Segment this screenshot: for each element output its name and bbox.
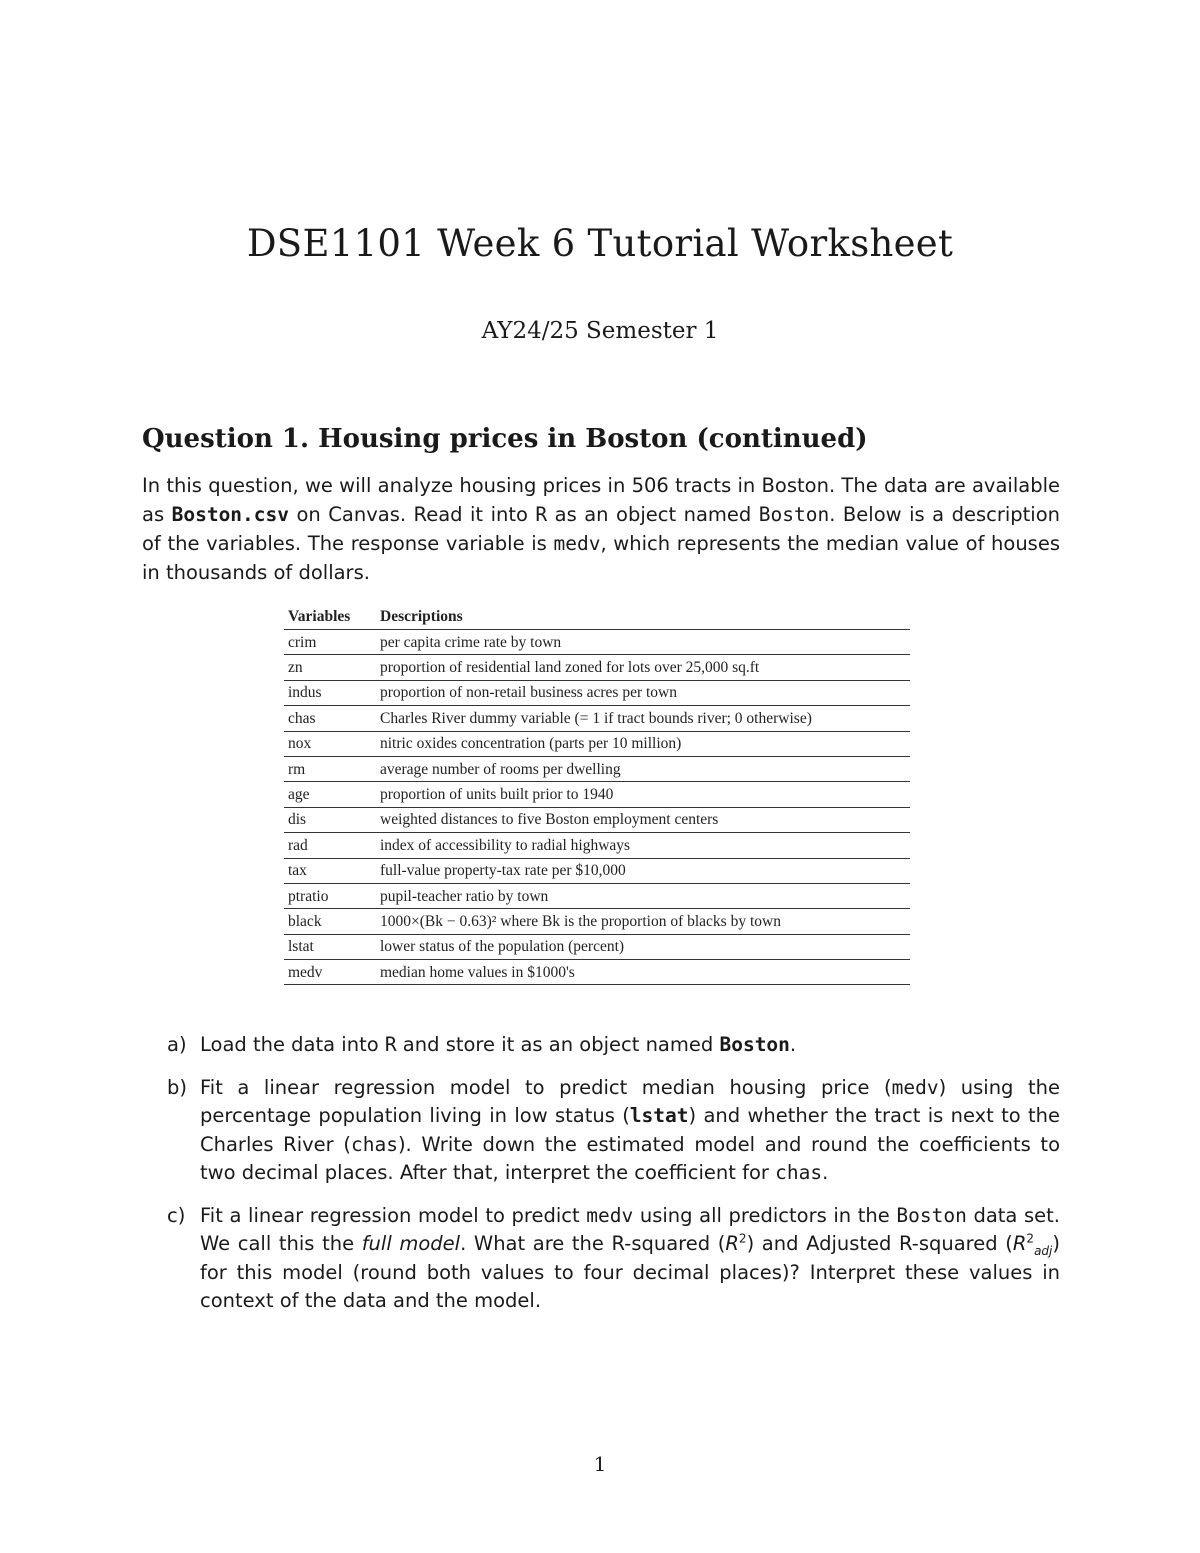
table-cell-variable: black [284, 909, 376, 934]
part-c-full-model: full model [361, 1232, 461, 1255]
question-part-a [142, 1031, 1060, 1060]
table-row [284, 883, 910, 908]
table-cell-description: Charles River dummy variable (= 1 if tract bounds river; 0 otherwise) [376, 706, 910, 731]
table-row [284, 960, 910, 985]
question-parts-list [142, 1031, 1060, 1330]
table-cell-variable: rm [284, 756, 376, 781]
part-c-radj-sub: adj [1034, 1243, 1053, 1258]
part-marker: b) [167, 1075, 187, 1099]
intro-text-5: , which represents the median value of houses in thousands of dollars. [142, 532, 1060, 584]
table-cell-description: pupil-teacher ratio by town [376, 883, 910, 908]
part-b-var-lstat: lstat [629, 1104, 689, 1127]
part-b-var-chas-2: chas [775, 1161, 823, 1184]
question-heading: Question 1. Housing prices in Boston (continued) [142, 424, 868, 454]
part-a-r: R [384, 1033, 397, 1056]
page-title: DSE1101 Week 6 Tutorial Worksheet [246, 222, 954, 265]
table-cell-description: full-value property-tax rate per $10,000 [376, 858, 910, 883]
table-cell-description: weighted distances to five Boston employment centers [376, 807, 910, 832]
part-c-radj: R [1012, 1232, 1027, 1255]
table-cell-variable: age [284, 782, 376, 807]
table-row [284, 706, 910, 731]
intro-text-4: . Below is a description of the variables. The response variable is [142, 503, 1060, 555]
part-b-text-2: ) using the percentage population living in low status ( [200, 1075, 1060, 1127]
intro-text-3: as an object named [547, 503, 759, 526]
intro-filename: Boston.csv [171, 503, 290, 526]
intro-object: Boston [758, 503, 830, 526]
part-a-text-1: Load the data into [200, 1033, 385, 1056]
part-c-text-5: ) and Adjusted R-squared ( [746, 1232, 1013, 1255]
table-cell-variable: chas [284, 706, 376, 731]
table-cell-description: 1000×(Bk − 0.63)² where Bk is the proportion of blacks by town [376, 909, 910, 934]
part-c-r2: R [725, 1232, 739, 1255]
part-a-text-3: . [789, 1033, 797, 1056]
question-part-b [142, 1074, 1060, 1188]
table-cell-variable: crim [284, 630, 376, 655]
table-row [284, 807, 910, 832]
part-c-text-3: data set. We call this the [200, 1203, 1060, 1255]
part-a-text-2: and store it as an object named [396, 1033, 720, 1056]
table-cell-description: proportion of residential land zoned for lots over 25,000 sq.ft [376, 655, 910, 680]
intro-r: R [535, 503, 548, 526]
table-cell-description: index of accessibility to radial highways [376, 833, 910, 858]
part-c-radj-sup: 2 [1026, 1231, 1035, 1246]
part-c-text-2: using all predictors in the [633, 1203, 897, 1227]
part-b-text-5: . [822, 1161, 829, 1184]
table-cell-variable: indus [284, 680, 376, 705]
intro-response: medv [553, 532, 601, 555]
page-subtitle: AY24/25 Semester 1 [481, 318, 719, 344]
table-row [284, 934, 910, 959]
table-cell-description: nitric oxides concentration (parts per 10 million) [376, 731, 910, 756]
intro-text-1: In this question, we will analyze housing prices in 506 tracts in Boston. The data are available as [142, 474, 1060, 526]
table-row [284, 858, 910, 883]
table-cell-description: proportion of units built prior to 1940 [376, 782, 910, 807]
part-b-text-1: Fit a linear regression model to predict median housing price ( [200, 1075, 892, 1099]
variables-table [284, 604, 910, 985]
table-row [284, 782, 910, 807]
table-header-row [284, 604, 910, 630]
table-header-descriptions: Descriptions [376, 604, 910, 630]
part-marker: a) [167, 1033, 187, 1056]
table-row [284, 731, 910, 756]
table-cell-variable: dis [284, 807, 376, 832]
intro-text-2: on Canvas. Read it into [289, 503, 536, 526]
table-row [284, 680, 910, 705]
table-cell-variable: ptratio [284, 883, 376, 908]
table-cell-variable: zn [284, 655, 376, 680]
part-c-r2-sup: 2 [738, 1231, 747, 1246]
part-c-text-6: ) for this model (round both values to four decimal places)? Interpret these values in context of the data and the model. [200, 1232, 1060, 1312]
table-cell-description: lower status of the population (percent) [376, 934, 910, 959]
table-row [284, 655, 910, 680]
table-cell-variable: medv [284, 960, 376, 985]
page-number: 1 [593, 1452, 607, 1476]
table-row [284, 630, 910, 655]
table-header-variables: Variables [284, 604, 376, 630]
table-cell-variable: nox [284, 731, 376, 756]
question-part-c [142, 1202, 1060, 1316]
table-cell-description: average number of rooms per dwelling [376, 756, 910, 781]
part-b-var-chas: chas [350, 1132, 398, 1156]
table-row [284, 909, 910, 934]
part-c-var-medv: medv [586, 1203, 634, 1227]
part-b-text-3: ) and whether the tract is next to the Charles River ( [200, 1104, 1060, 1156]
table-cell-description: proportion of non-retail business acres per town [376, 680, 910, 705]
question-intro [142, 471, 1060, 587]
table-cell-variable: tax [284, 858, 376, 883]
table-cell-description: per capita crime rate by town [376, 630, 910, 655]
table-row [284, 756, 910, 781]
table-cell-description: median home values in $1000's [376, 960, 910, 985]
table-row [284, 833, 910, 858]
part-c-text-1: Fit a linear regression model to predict [200, 1203, 587, 1227]
part-c-var-boston: Boston [896, 1203, 967, 1227]
part-b-text-4: ). Write down the estimated model and round the coefficients to two decimal places. After that, interpret the coefficient for [200, 1132, 1060, 1184]
table-cell-variable: rad [284, 833, 376, 858]
part-b-var-medv: medv [891, 1075, 939, 1099]
part-c-text-4: . What are the R-squared ( [460, 1232, 726, 1255]
part-a-object: Boston [719, 1033, 790, 1056]
table-cell-variable: lstat [284, 934, 376, 959]
part-marker: c) [167, 1203, 186, 1227]
